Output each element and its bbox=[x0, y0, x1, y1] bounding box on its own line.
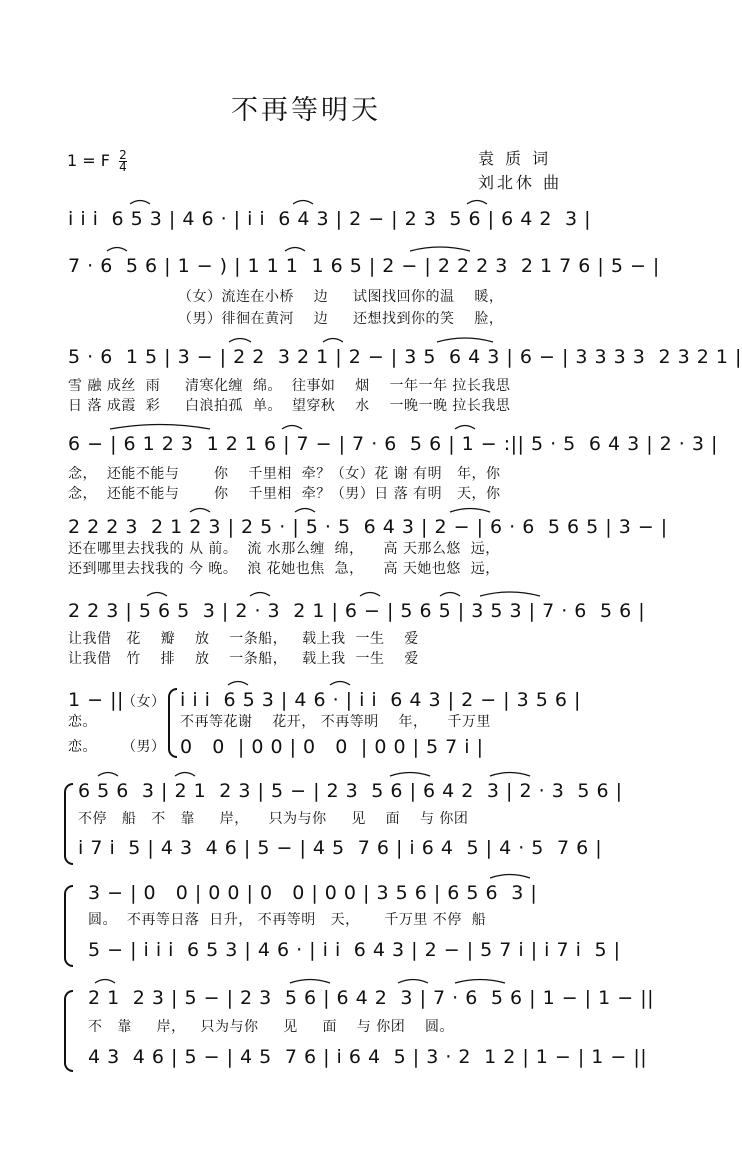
slur-mark bbox=[398, 980, 428, 984]
slur-mark bbox=[110, 425, 210, 430]
notation-line: 2 2 2 3 2 1 2 3 | 2 5 · | 5 · 5 6 4 3 | 2 − | 6 · 6 5 6 5 | 3 − | bbox=[68, 516, 668, 538]
male-part-label: （男） bbox=[122, 739, 166, 755]
notation-line-male: 0 0 | 0 0 | 0 0 | 0 0 | 5 7 i | bbox=[180, 736, 484, 758]
slur-mark bbox=[455, 426, 475, 430]
female-part-label: （女） bbox=[122, 694, 166, 710]
time-unit: 4 bbox=[119, 160, 127, 174]
notation-line-female: 2 1 2 3 | 5 − | 2 3 5 6 | 6 4 2 3 | 7 · 6 5 6 | 1 − | 1 − || bbox=[88, 987, 654, 1009]
duet-brace bbox=[64, 990, 73, 1072]
composer-credit: 刘北休 曲 bbox=[478, 173, 563, 192]
slur-mark bbox=[107, 248, 127, 252]
notation-line: 6 − | 6 1 2 3 1 2 1 6 | 7 − | 7 · 6 5 6 | 1 − :|| 5 · 5 6 4 3 | 2 · 3 | bbox=[68, 433, 718, 455]
slur-mark bbox=[147, 593, 167, 597]
slur-mark bbox=[95, 980, 115, 984]
time-beats: 2 bbox=[119, 148, 127, 162]
song-title: 不再等明天 bbox=[231, 95, 381, 126]
lyric-line-female: 不 靠 岸， 只为与你 见 面 与 你团 圆。 bbox=[88, 1019, 455, 1035]
key-signature bbox=[67, 150, 127, 173]
lyric-line-female: 圆。 不再等日落 日升， 不再等明 天， 千万里 不停 船 bbox=[88, 912, 487, 928]
duet-brace bbox=[168, 688, 177, 758]
lyric-line-female: 念， 还能不能与 你 千里相 牵？（女）花 谢 有明 年，你 bbox=[68, 466, 501, 482]
notation-line: 5 · 6 1 5 | 3 − | 2 2 3 2 1 | 2 − | 3 5 6 4 3 | 6 − | 3 3 3 3 2 3 2 1 | bbox=[68, 346, 742, 368]
notation-line-female: 3 − | 0 0 | 0 0 | 0 0 | 0 0 | 3 5 6 | 6 5 6 3 | bbox=[88, 882, 538, 904]
slur-mark bbox=[250, 593, 270, 597]
slur-mark bbox=[130, 201, 150, 205]
lyric-line-female: （女）流连在小桥 边 试图找回你的温 暖， bbox=[178, 289, 504, 305]
slur-mark bbox=[490, 875, 530, 879]
lyric-line-male: 还到哪里去找我的 今 晚。 浪 花她也焦 急， 高 天她也悠 远， bbox=[68, 561, 500, 577]
slur-mark bbox=[440, 593, 460, 597]
lyric-line-female: 不停 船 不 靠 岸， 只为与你 见 面 与 你团 bbox=[78, 811, 469, 827]
key-label: 1 = F bbox=[67, 151, 110, 170]
slur-mark bbox=[190, 509, 210, 513]
slur-mark bbox=[290, 980, 330, 984]
slur-mark bbox=[175, 773, 195, 777]
notation-line-male: 4 3 4 6 | 5 − | 4 5 7 6 | i 6 4 5 | 3 · 2 1 2 | 1 − | 1 − || bbox=[88, 1046, 648, 1068]
duet-brace bbox=[64, 783, 73, 865]
notation-line-ending: 1 − || bbox=[68, 689, 124, 711]
lyric-line-male: 让我借 竹 排 放 一条船， 载上我 一生 爱 bbox=[68, 651, 419, 667]
lyric-line-female: 还在哪里去找我的 从 前。 流 水那么缠 绵， 高 天那么悠 远， bbox=[68, 541, 500, 557]
lyricist-credit: 袁 质 词 bbox=[478, 149, 552, 168]
slur-mark bbox=[455, 980, 505, 984]
slur-mark bbox=[228, 682, 248, 686]
slur-mark bbox=[490, 773, 530, 777]
lyric-line-female: 雪 融 成丝 雨 清寒化缠 绵。 往事如 烟 一年一年 拉长我思 bbox=[68, 378, 511, 394]
slur-mark bbox=[480, 592, 540, 596]
lyric-line-female: 不再等花谢 花开， 不再等明 年， 千万里 bbox=[180, 714, 491, 730]
lyric-ending-male: 恋。 bbox=[68, 739, 97, 755]
notation-line: 7 · 6 5 6 | 1 − ) | 1 1 1 1 6 5 | 2 − | 2 2 2 3 2 1 7 6 | 5 − | bbox=[68, 255, 660, 277]
slur-mark bbox=[450, 509, 490, 513]
notation-line: i i i 6 5 3 | 4 6 · | i i 6 4 3 | 2 − | 2 3 5 6 | 6 4 2 3 | bbox=[68, 208, 592, 230]
slur-mark bbox=[390, 773, 430, 777]
slur-mark bbox=[282, 426, 302, 430]
slur-mark bbox=[360, 593, 380, 597]
slur-mark bbox=[330, 682, 350, 686]
slur-mark bbox=[229, 339, 251, 343]
notation-line: 2 2 3 | 5 6 5 3 | 2 · 3 2 1 | 6 − | 5 6 5 | 3 5 3 | 7 · 6 5 6 | bbox=[68, 600, 646, 622]
notation-line-male: i 7 i 5 | 4 3 4 6 | 5 − | 4 5 7 6 | i 6 4 5 | 4 · 5 7 6 | bbox=[78, 837, 603, 859]
slur-mark bbox=[437, 338, 493, 342]
lyric-line-male: 日 落 成霞 彩 白浪拍孤 单。 望穿秋 水 一晚一晚 拉长我思 bbox=[68, 398, 511, 414]
duet-brace bbox=[64, 885, 73, 967]
slur-mark bbox=[410, 247, 470, 251]
lyric-line-female: 让我借 花 瓣 放 一条船， 载上我 一生 爱 bbox=[68, 631, 419, 647]
lyric-ending-female: 恋。 bbox=[68, 714, 97, 730]
slur-mark bbox=[323, 339, 343, 343]
notation-line-male: 5 − | i i i 6 5 3 | 4 6 · | i i 6 4 3 | 2 − | 5 7 i | i 7 i 5 | bbox=[88, 939, 621, 961]
notation-line-female: 6 5 6 3 | 2 1 2 3 | 5 − | 2 3 5 6 | 6 4 2 3 | 2 · 3 5 6 | bbox=[78, 780, 623, 802]
slur-mark bbox=[295, 509, 315, 513]
slur-mark bbox=[467, 201, 487, 205]
notation-line-female: i i i 6 5 3 | 4 6 · | i i 6 4 3 | 2 − | 3 5 6 | bbox=[180, 689, 581, 711]
slur-mark bbox=[285, 248, 305, 252]
lyric-line-male: （男）徘徊在黄河 边 还想找到你的笑 脸， bbox=[178, 311, 504, 327]
slur-mark bbox=[293, 201, 313, 205]
slur-mark bbox=[98, 773, 118, 777]
time-signature bbox=[119, 150, 127, 173]
lyric-line-male: 念， 还能不能与 你 千里相 牵？（男）日 落 有明 天，你 bbox=[68, 486, 501, 502]
